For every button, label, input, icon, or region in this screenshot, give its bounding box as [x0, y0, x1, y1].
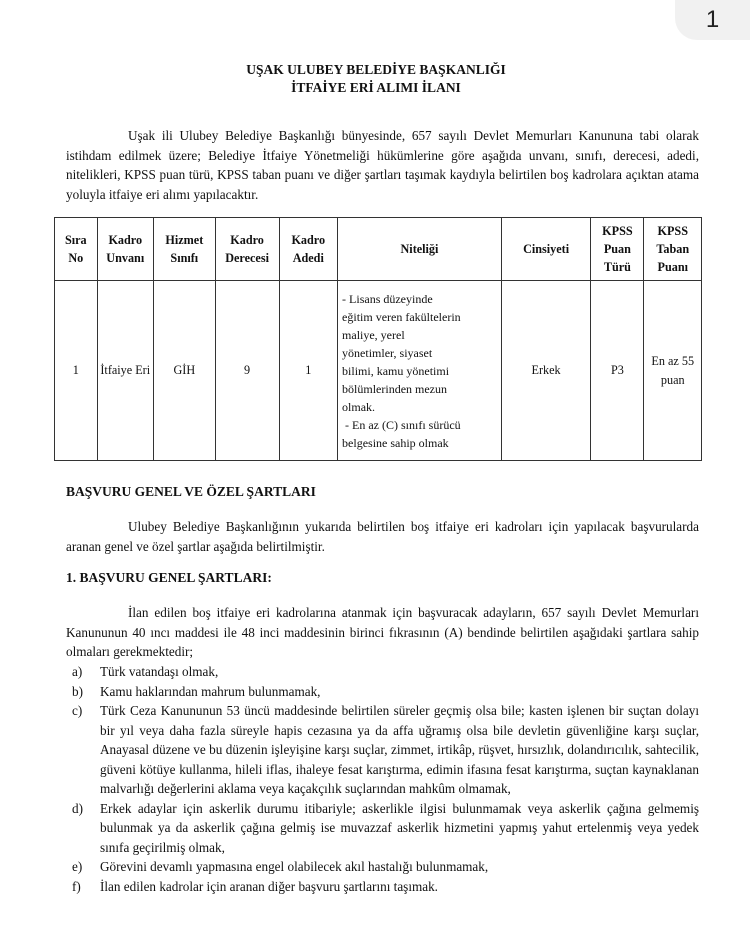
- cell-unvan: İtfaiye Eri: [97, 281, 153, 461]
- cell-adet: 1: [279, 281, 338, 461]
- cell-sinif: GİH: [153, 281, 215, 461]
- conditions-list: [72, 662, 699, 896]
- header-taban: KPSS Taban Puanı: [644, 218, 702, 281]
- table-row: [55, 281, 702, 461]
- item-label: b): [72, 683, 83, 699]
- general-conditions-heading: 1. BAŞVURU GENEL ŞARTLARI:: [66, 570, 272, 585]
- nitelik-line: maliye, yerel: [342, 327, 405, 342]
- item-text: İlan edilen kadrolar için aranan diğer başvuru şartlarını taşımak.: [100, 878, 438, 894]
- nitelik-line: eğitim veren fakültelerin: [342, 309, 461, 324]
- header-sinif: Hizmet Sınıfı: [153, 218, 215, 281]
- list-item: [72, 877, 699, 897]
- section-intro-paragraph: [66, 517, 699, 556]
- nitelik-line: - En az (C) sınıfı sürücü: [342, 417, 461, 432]
- header-sira: Sıra No: [55, 218, 98, 281]
- list-item: [72, 799, 699, 858]
- general-intro-paragraph: [66, 603, 699, 662]
- position-table: [54, 217, 702, 461]
- document-title-line2: İTFAİYE ERİ ALIMI İLANI: [291, 80, 461, 95]
- cell-cinsiyet: Erkek: [501, 281, 590, 461]
- list-item: [72, 701, 699, 799]
- header-unvan: Kadro Unvanı: [97, 218, 153, 281]
- document-title-line1: UŞAK ULUBEY BELEDİYE BAŞKANLIĞI: [246, 62, 506, 77]
- item-text: Erkek adaylar için askerlik durumu itibariyle; askerlikle ilgisi bulunmamak veya askerlik çağına gelmemiş bulunmak ya da askerlik çağına gelmiş ise muvazzaf askerlik hizmetini yapmış yahut ertelenmiş veya yedek sınıfa geçirilmiş olmak,: [100, 800, 699, 855]
- nitelik-line: yönetimler, siyaset: [342, 345, 433, 360]
- header-derece: Kadro Derecesi: [215, 218, 279, 281]
- intro-text: Uşak ili Ulubey Belediye Başkanlığı bünyesinde, 657 sayılı Devlet Memurları Kanununa tabi olarak istihdam edilmek üzere; Belediye İtfaiye Yönetmeliği hükümlerine göre aşağıda unvanı, sınıfı, derecesi, adedi, nitelikleri, KPSS puan türü, KPSS taban puanı ve diğer şartları taşımak kaydıyla belirtilen boş kadrolara açıktan atama yoluyla itfaiye eri alımı yapılacaktır.: [66, 128, 699, 202]
- nitelik-line: - Lisans düzeyinde: [342, 291, 433, 306]
- list-item: [72, 857, 699, 877]
- nitelik-line: bilimi, kamu yönetimi: [342, 363, 450, 378]
- list-item: [72, 662, 699, 682]
- item-text: Türk vatandaşı olmak,: [100, 664, 219, 679]
- item-text: Görevini devamlı yapmasına engel olabilecek akıl hastalığı bulunmamak,: [100, 859, 489, 874]
- item-label: c): [72, 703, 83, 718]
- cell-sira: 1: [55, 281, 98, 461]
- page-number-badge: 1: [675, 0, 750, 40]
- nitelik-line: olmak.: [342, 399, 376, 414]
- item-label: f): [72, 878, 81, 894]
- nitelik-line: belgesine sahip olmak: [342, 435, 449, 450]
- item-label: d): [72, 800, 83, 816]
- table-header-row: [55, 218, 702, 281]
- header-nitelik: Niteliği: [338, 218, 502, 281]
- item-label: e): [72, 859, 83, 874]
- section-intro-text: Ulubey Belediye Başkanlığının yukarıda belirtilen boş itfaiye eri kadroları için yapılacak başvurularda aranan genel ve özel şartlar aşağıda belirtilmiştir.: [66, 519, 699, 554]
- cell-taban: En az 55 puan: [644, 281, 702, 461]
- item-label: a): [72, 664, 83, 679]
- nitelik-line: bölümlerinden mezun: [342, 381, 448, 396]
- header-puan-turu: KPSS Puan Türü: [591, 218, 644, 281]
- intro-paragraph: [66, 126, 699, 204]
- cell-puan-turu: P3: [591, 281, 644, 461]
- item-text: Türk Ceza Kanununun 53 üncü maddesinde belirtilen süreler geçmiş olsa bile; kasten işlenen bir suçtan dolayı bir yıl veya daha fazla süreyle hapis cezasına ya da affa uğramış olsa bile devletin güvenliğine karşı suçlar, Anayasal düzene ve bu düzenin işleyişine karşı suçlar, zimmet, irtikâp, rüşvet, hırsızlık, dolandırıcılık, sahtecilik, güveni kötüye kullanma, hileli iflas, ihaleye fesat karıştırma, edimin ifasına fesat karıştırma, suçtan kaynaklanan malvarlığı değerlerini aklama veya kaçakçılık suçlarından mahkûm olmamak,: [100, 703, 699, 796]
- list-item: [72, 682, 699, 702]
- cell-derece: 9: [215, 281, 279, 461]
- header-adet: Kadro Adedi: [279, 218, 338, 281]
- section-heading: BAŞVURU GENEL VE ÖZEL ŞARTLARI: [66, 484, 316, 499]
- item-text: Kamu haklarından mahrum bulunmamak,: [100, 683, 321, 699]
- general-intro-text: İlan edilen boş itfaiye eri kadrolarına atanmak için başvuracak adayların, 657 sayılı Devlet Memurları Kanununun 40 ıncı maddesi ile 48 inci maddesinin birinci fıkrasının (A) bendinde belirtilen aşağıdaki şartlara sahip olmaları gerekmektedir;: [66, 605, 699, 659]
- cell-nitelik: [338, 281, 502, 461]
- header-cinsiyet: Cinsiyeti: [501, 218, 590, 281]
